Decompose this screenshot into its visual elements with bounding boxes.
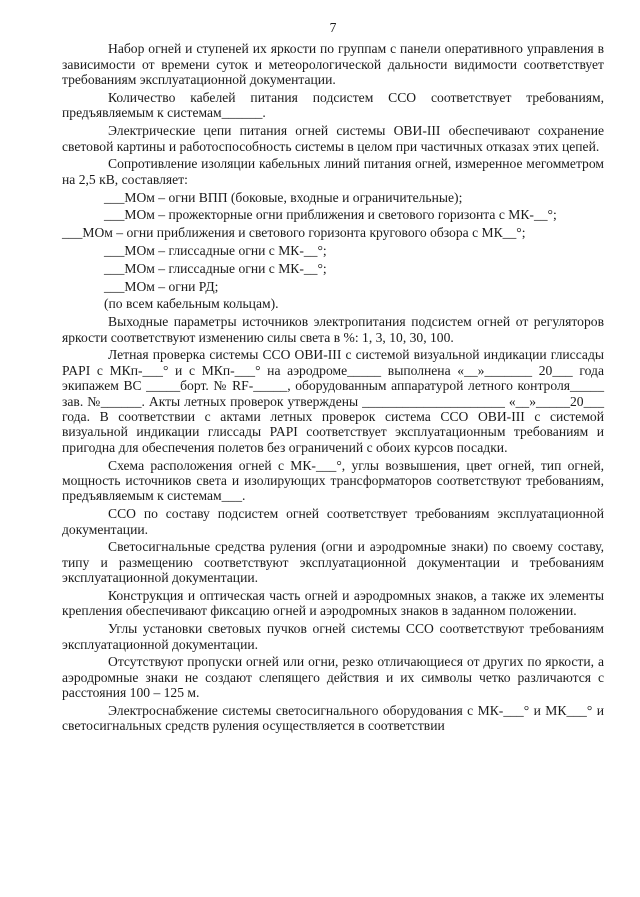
paragraph-taxi-means: Светосигнальные средства руления (огни и аэродромные знаки) по своему составу, типу и размещению соответствуют эксплуатационной документации и требованиям эксплуатационной документации.	[62, 539, 604, 586]
paragraph-insulation-resistance: Сопротивление изоляции кабельных линий питания огней, измеренное мегомметром на 2,5 кВ, составляет:	[62, 156, 604, 187]
paragraph-no-gaps: Отсутствуют пропуски огней или огни, резко отличающиеся от других по яркости, а аэродромные знаки не создают слепящего действия и их символы четко различаются с расстояния 100 – 125 м.	[62, 654, 604, 701]
paragraph-electric-circuits: Электрические цепи питания огней системы ОВИ-III обеспечивают сохранение световой картины и работоспособность системы в целом при частичных отказах этих цепей.	[62, 123, 604, 154]
paragraph-flight-check: Летная проверка системы ССО ОВИ-III с системой визуальной индикации глиссады PAPI с МКп-___° и с МКп-___° на аэродроме_____ выполнена «__»_______ 20___ года экипажем ВС _____борт. № RF-_____, оборудованным аппаратурой летного контроля_____ зав. №______. Акты летных проверок утверждены _____________________ «__»_____20___ года. В соответствии с актами летных проверок система ССО ОВИ-III с системой визуальной индикации глиссады PAPI соответствует эксплуатационным требованиям и пригодна для обеспечения полетов без ограничений с обоих курсов посадки.	[62, 347, 604, 455]
paragraph-cable-count: Количество кабелей питания подсистем ССО соответствует требованиям, предъявляемым к системам______.	[62, 90, 604, 121]
paragraph-construction: Конструкция и оптическая часть огней и аэродромных знаков, а также их элементы крепления обеспечивают фиксацию огней и аэродромных знаков в заданном положении.	[62, 588, 604, 619]
page-number: 7	[329, 20, 337, 35]
paragraph-power-supply: Электроснабжение системы светосигнального оборудования с МК-___° и МК___° и светосигнальных средств руления осуществляется в соответствии	[62, 703, 604, 734]
paragraph-beam-angles: Углы установки световых пучков огней системы ССО соответствуют требованиям эксплуатационной документации.	[62, 621, 604, 652]
paragraph-light-groups: Набор огней и ступеней их яркости по группам с панели оперативного управления в зависимости от времени суток и метеорологической дальности видимости соответствует требованиям эксплуатационной документации.	[62, 41, 604, 88]
paragraph-composition: ССО по составу подсистем огней соответствует требованиям эксплуатационной документации.	[62, 506, 604, 537]
insulation-item-glide-2: ___МОм – глиссадные огни с МК-__°;	[104, 260, 327, 276]
insulation-item-runway: ___МОм – огни ВПП (боковые, входные и ограничительные);	[104, 189, 463, 205]
insulation-item-glide-1: ___МОм – глиссадные огни с МК-__°;	[104, 243, 327, 259]
insulation-item-taxiway: ___МОм – огни РД;	[104, 278, 219, 294]
insulation-item-note: (по всем кабельным кольцам).	[104, 296, 279, 312]
insulation-item-floodlight: ___МОм – прожекторные огни приближения и светового горизонта с МК-__°;	[104, 207, 557, 223]
paragraph-layout-scheme: Схема расположения огней с МК-___°, углы возвышения, цвет огней, тип огней, мощность источников света и изолирующих трансформаторов соответствуют требованиям, предъявляемым к системам___.	[62, 457, 604, 504]
insulation-item-approach-circular: ___МОм – огни приближения и светового горизонта кругового обзора с МК__°;	[62, 225, 526, 241]
paragraph-output-parameters: Выходные параметры источников электропитания подсистем огней от регуляторов яркости соответствуют изменению силы света в %: 1, 3, 10, 30, 100.	[62, 314, 604, 345]
